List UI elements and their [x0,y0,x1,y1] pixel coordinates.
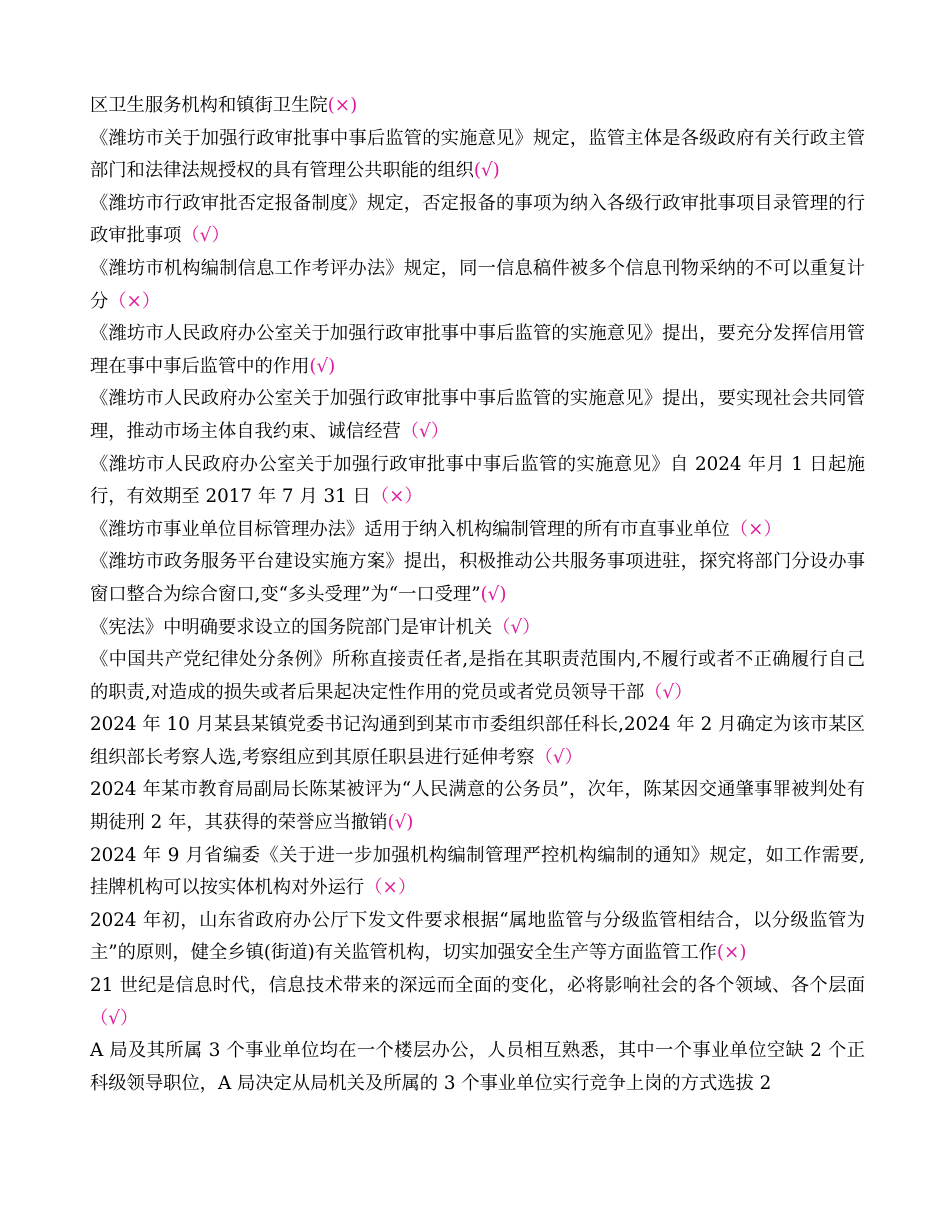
answer-mark: （√） [400,420,449,442]
question-item [90,123,865,188]
question-item [90,644,865,709]
answer-mark: （×） [370,486,423,508]
question-item [90,546,865,611]
question-text: 《潍坊市人民政府办公室关于加强行政审批事中事后监管的实施意见》自 2024 年月 1 日起施行，有效期至 2017 年 7 月 31 日 [90,453,865,508]
question-text: 《潍坊市人民政府办公室关于加强行政审批事中事后监管的实施意见》提出，要充分发挥信用管理在事中事后监管中的作用 [90,323,865,377]
answer-mark: （√） [644,681,693,703]
question-text: 《潍坊市政务服务平台建设实施方案》提出，积极推动公共服务事项进驻，探究将部门分设办事窗口整合为综合窗口,变“多头受理”为“一口受理” [90,551,865,605]
answer-mark: (×) [327,95,358,116]
question-text: 2024 年 10 月某县某镇党委书记沟通到到某市市委组织部任科长,2024 年 2 月确定为该市某区组织部长考察人选,考察组应到其原任职县进行延伸考察 [90,714,865,768]
answer-mark: （×） [729,518,782,540]
question-item [90,709,865,774]
question-item [90,318,865,383]
question-text: 2024 年某市教育局副局长陈某被评为“人民满意的公务员”，次年，陈某因交通肇事罪被判处有期徒刑 2 年，其获得的荣誉应当撤销 [90,779,865,834]
question-text: A 局及其所属 3 个事业单位均在一个楼层办公，人员相互熟悉，其中一个事业单位空缺 2 个正科级领导职位，A 局决定从局机关及所属的 3 个事业单位实行竞争上岗的方式选拔 2 [90,1040,865,1094]
question-item [90,253,865,318]
answer-mark: （×） [108,290,161,312]
question-text: 2024 年 9 月省编委《关于进一步加强机构编制管理严控机构编制的通知》规定，如工作需要,挂牌机构可以按实体机构对外运行 [90,844,865,899]
question-text: 《潍坊市关于加强行政审批事中事后监管的实施意见》规定，监管主体是各级政府有关行政主管部门和法律法规授权的具有管理公共职能的组织 [90,127,865,182]
answer-mark: (√) [480,583,507,605]
answer-mark: （×） [364,877,417,899]
question-item [90,514,865,547]
question-text: 《潍坊市行政审批否定报备制度》规定，否定报备的事项为纳入各级行政审批事项目录管理的行政审批事项 [90,192,865,247]
answer-mark: (√) [473,160,500,182]
answer-mark: （√） [534,746,583,768]
question-item [90,188,865,253]
document-body [90,90,865,1100]
question-item [90,840,865,905]
answer-mark: (√) [387,812,414,834]
question-text: 21 世纪是信息时代，信息技术带来的深远而全面的变化，必将影响社会的各个领域、各个层面 [90,975,865,997]
answer-mark: (√) [309,355,336,377]
question-item [90,90,865,123]
question-item [90,774,865,839]
question-item [90,970,865,1035]
question-text: 2024 年初，山东省政府办公厅下发文件要求根据“属地监管与分级监管相结合，以分级监管为主”的原则，健全乡镇(街道)有关监管机构，切实加强安全生产等方面监管工作 [90,909,865,964]
question-item [90,612,865,645]
answer-mark: （√） [90,1007,139,1029]
question-item [90,905,865,970]
question-item [90,1035,865,1100]
answer-mark: （√） [181,225,230,247]
question-text: 《潍坊市人民政府办公室关于加强行政审批事中事后监管的实施意见》提出，要实现社会共同管理，推动市场主体自我约束、诚信经营 [90,388,865,442]
question-text: 《潍坊市机构编制信息工作考评办法》规定，同一信息稿件被多个信息刊物采纳的不可以重复计分 [90,257,865,312]
question-text: 区卫生服务机构和镇街卫生院 [90,95,328,116]
question-text: 《中国共产党纪律处分条例》所称直接责任者,是指在其职责范围内,不履行或者不正确履行自己的职责,对造成的损失或者后果起决定性作用的党员或者党员领导干部 [90,649,865,703]
answer-mark: (×) [716,942,747,964]
answer-mark: （√） [492,616,541,638]
question-item [90,383,865,448]
question-item [90,449,865,514]
question-text: 《潍坊市事业单位目标管理办法》适用于纳入机构编制管理的所有市直事业单位 [90,518,730,540]
question-text: 《宪法》中明确要求设立的国务院部门是审计机关 [90,616,493,638]
